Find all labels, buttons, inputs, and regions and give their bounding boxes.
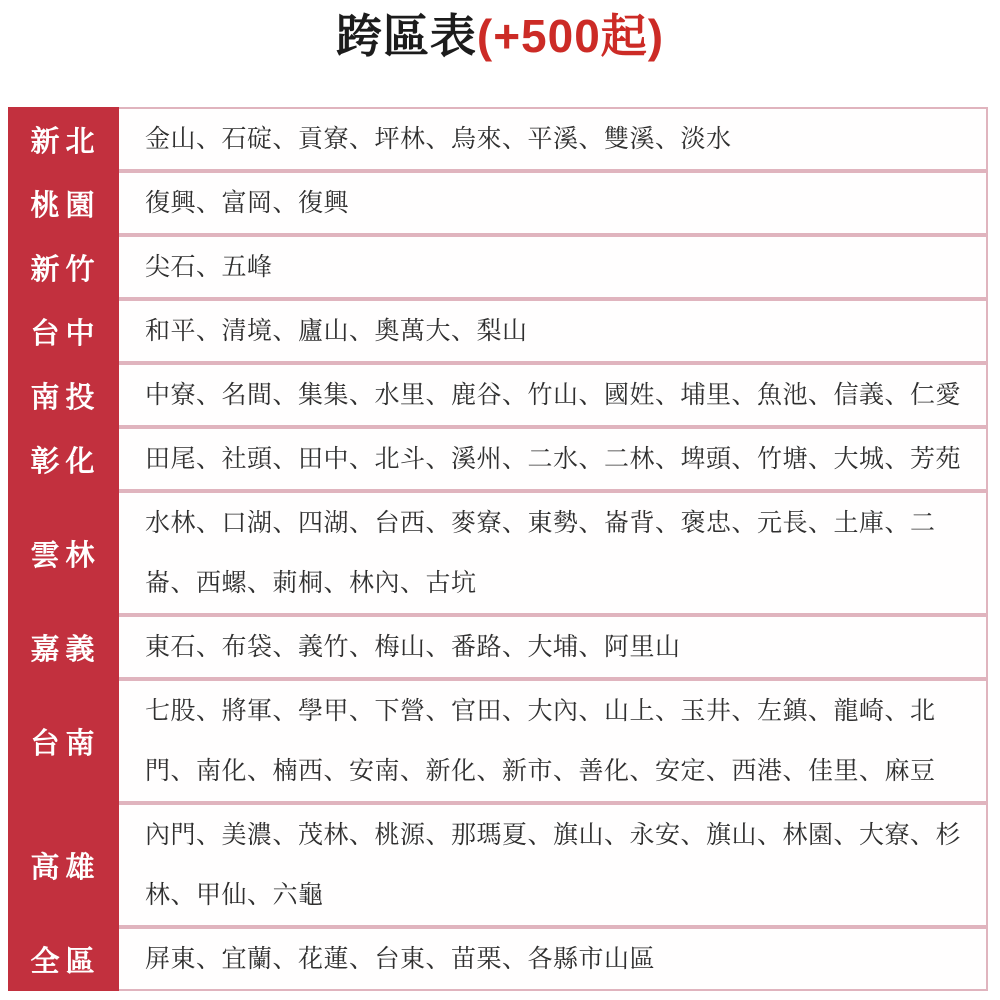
region-label: 桃園	[8, 171, 119, 235]
page-title	[0, 0, 1000, 64]
district-list: 中寮、名間、集集、水里、鹿谷、竹山、國姓、埔里、魚池、信義、仁愛	[119, 363, 988, 427]
district-list: 水林、口湖、四湖、台西、麥寮、東勢、崙背、褒忠、元長、土庫、二崙、西螺、莿桐、林內、古坑	[119, 491, 988, 615]
page-title-surcharge: (+500起)	[476, 10, 665, 62]
region-label: 台中	[8, 299, 119, 363]
table-row	[8, 803, 988, 927]
page-title-main: 跨區表	[335, 10, 477, 62]
table-row	[8, 107, 988, 171]
region-label: 雲林	[8, 491, 119, 615]
district-list: 金山、石碇、貢寮、坪林、烏來、平溪、雙溪、淡水	[119, 107, 988, 171]
region-label: 台南	[8, 679, 119, 803]
district-list: 七股、將軍、學甲、下營、官田、大內、山上、玉井、左鎮、龍崎、北門、南化、楠西、安南、新化、新市、善化、安定、西港、佳里、麻豆	[119, 679, 988, 803]
table-row	[8, 427, 988, 491]
district-list: 復興、富岡、復興	[119, 171, 988, 235]
region-label: 全區	[8, 927, 119, 991]
region-label: 高雄	[8, 803, 119, 927]
table-row	[8, 363, 988, 427]
table-row	[8, 615, 988, 679]
region-label: 新竹	[8, 235, 119, 299]
district-list: 尖石、五峰	[119, 235, 988, 299]
table-row	[8, 171, 988, 235]
region-label: 彰化	[8, 427, 119, 491]
table-row	[8, 491, 988, 615]
district-list: 田尾、社頭、田中、北斗、溪州、二水、二林、埤頭、竹塘、大城、芳苑	[119, 427, 988, 491]
region-label: 南投	[8, 363, 119, 427]
region-label: 嘉義	[8, 615, 119, 679]
district-list: 內門、美濃、茂林、桃源、那瑪夏、旗山、永安、旗山、林園、大寮、杉林、甲仙、六龜	[119, 803, 988, 927]
table-row	[8, 235, 988, 299]
district-list: 屏東、宜蘭、花蓮、台東、苗栗、各縣市山區	[119, 927, 988, 991]
table-row	[8, 299, 988, 363]
region-label: 新北	[8, 107, 119, 171]
table-row	[8, 927, 988, 991]
table-row	[8, 679, 988, 803]
district-list: 東石、布袋、義竹、梅山、番路、大埔、阿里山	[119, 615, 988, 679]
district-list: 和平、清境、廬山、奧萬大、梨山	[119, 299, 988, 363]
zone-table	[8, 107, 988, 991]
